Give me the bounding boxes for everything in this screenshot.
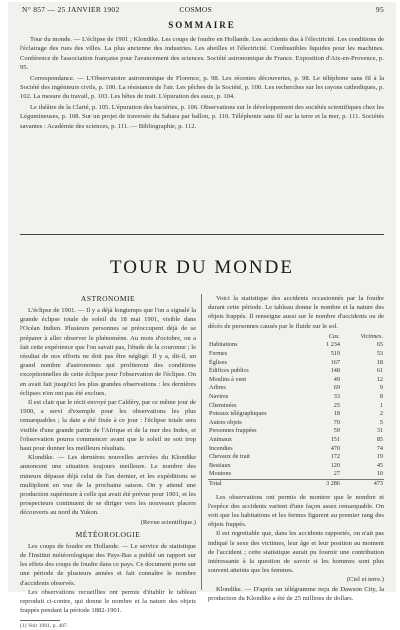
row-label: Bestiaux [209, 461, 231, 469]
table-row [208, 393, 384, 402]
row-label: Animaux [209, 435, 233, 443]
row-label: Personnes frappées [209, 427, 257, 435]
row-value: 5 [379, 418, 383, 426]
total-value: 3 286 [313, 479, 341, 488]
row-value: 120 [330, 461, 340, 469]
table-row [208, 470, 384, 479]
table-row [208, 384, 384, 393]
table-row [208, 367, 384, 376]
row-value: 9 [379, 384, 383, 392]
issue-and-date [22, 4, 120, 15]
table-row [208, 453, 384, 462]
row-value: 1 234 [326, 341, 340, 349]
article-source: (Revue scientifique.) [140, 518, 196, 526]
section-divider [20, 234, 384, 235]
page-number: 95 [375, 5, 384, 14]
sommaire-title: SOMMAIRE [168, 20, 236, 30]
table-header-row [208, 333, 384, 342]
article-paragraph: Les coups de foudre en Hollande. — Le service de statistique de l'Institut météorologique des Pays-Bas a publié un rapport sur les effets des coups de foudre dans ce pays. Ce document porte sur une période de plusieurs années et fait connaître le nombre d'accidents observés. [20, 542, 196, 587]
article-paragraph: Il est regrettable que, dans les accidents rapportés, on n'ait pas indiqué le sexe des victimes, leur âge et leur position au moment de l'accident ; cette statistique aurait pu fournir une contribution intéressante à la question de savoir si les hommes sont plus souvent atteints que les femmes. [208, 530, 384, 575]
row-label: Églises [209, 358, 227, 366]
row-label: Chevaux de trait [209, 453, 250, 461]
article-paragraph: Klondike. — D'après un télégramme reçu de Dawson City, la production du Klondike a été de 25 millions de dollars. [208, 585, 384, 602]
article-paragraph: L'éclipse de 1901. — Il y a déjà longtemps que l'on a signalé la grande éclipse totale de soleil du 18 mai 1901, visible dans l'Océan Indien. Plusieurs personnes se préoccupent déjà de se préparer à aller observer le phénomène. Au mois d'octobre, on a fait cette expérience que l'on savait pas, l'étude de la couronne ; le résultat de nos efforts ne doit pas être négligé. Il y a, dit-il, un grand nombre d'astronomes qui profiteront des conditions exceptionnelles de cette éclipse pour l'observation de l'éclipse. On en avait fait jusqu'ici les plus grandes observations : les dernières éclipses n'en ont pas été exclues. [20, 307, 196, 397]
row-value: 2 [379, 410, 383, 418]
row-value: 151 [330, 435, 340, 443]
row-value: 148 [330, 367, 340, 375]
row-label: Moulins à vent [209, 375, 247, 383]
row-value: 18 [333, 410, 340, 418]
row-value: 53 [376, 350, 383, 357]
issue-date: — 25 JANVIER 1902 [47, 5, 120, 14]
row-value: 74 [376, 444, 383, 452]
row-value: 25 [333, 401, 340, 409]
article-source: (Ciel et terre.) [346, 576, 384, 584]
total-value: 473 [341, 479, 384, 488]
header-cell: Cas. [328, 332, 340, 340]
row-value: 18 [376, 358, 383, 366]
footnote: (1) Voir 1901, p. 487. [20, 622, 69, 629]
table-row [208, 445, 384, 454]
row-label: Incendies [209, 444, 233, 452]
running-head [22, 4, 384, 15]
row-label: Habitations [209, 341, 238, 349]
row-value: 27 [333, 470, 340, 478]
header-cell: Victimes. [360, 332, 383, 340]
table-row [208, 341, 384, 350]
table-row [208, 419, 384, 428]
row-value: 10 [376, 470, 383, 478]
row-label: Arbres [209, 384, 226, 392]
row-value: 69 [333, 384, 340, 392]
row-value: 31 [376, 427, 383, 435]
left-column [20, 294, 196, 629]
subhead-meteorologie: MÉTÉOROLOGIE [75, 529, 141, 539]
table-row [208, 359, 384, 368]
row-value: 19 [376, 453, 383, 461]
sommaire-body [20, 35, 384, 215]
journal-name: COSMOS [179, 5, 213, 14]
right-column [208, 294, 384, 602]
table-row [208, 462, 384, 471]
row-label: Moutons [209, 470, 232, 478]
article-paragraph: Les observations ont permis de montrer que le nombre et l'espèce des accidents varient d'une façon assez remarquable. On voit que les habitations et les fermes figurent au premier rang des objets frappés. [208, 493, 384, 529]
row-label: Fermes [209, 350, 228, 357]
article-paragraph: Klondike. — Les dernières nouvelles arrivées du Klondike annoncent une situation toujours meilleure. Le nombre des mineurs dépasse déjà celui de l'an dernier, et les expéditions se multiplient en vue de la prochaine saison. On y attend une production supérieure à celle qui avait été prévue pour 1901, et les prospecteurs continuent de se diriger vers les nouveaux placers découverts au nord du Yukon. [20, 454, 196, 517]
row-label: Cheminées [209, 401, 237, 409]
row-value: 49 [333, 375, 340, 383]
section-title: TOUR DU MONDE [110, 257, 294, 278]
total-label: Total [208, 479, 313, 488]
row-value: 172 [330, 453, 340, 461]
sommaire-paragraph: Tour du monde. — L'éclipse de 1901 ; Klondike. Les coups de foudre en Hollande. Les accidents dus à l'électricité. Les conditions de l'éclairage des rues des villes. La plus ancienne des industries. Les abeilles et l'électricité. Combustibles liquides pour les machines. Conférence de l'association française pour l'avancement des sciences. Société astronomique de France. Exposition d'Aix-en-Provence, p. 95. [20, 36, 384, 72]
footnote-rule [20, 620, 60, 621]
table-row [208, 376, 384, 385]
article-paragraph: Il est clair que le récit envoyé par Caldéry, par ce même jour de 1900, a servi d'exemple pour les observations les plus remarquables ; la date a été fixée à ce jour : l'éclipse totale sera visible d'une grande partie de l'Afrique et de la mer des Indes, et l'observation pourra commencer avant que le soleil ne soit trop haut pour donner les meilleurs résultats. [20, 399, 196, 453]
row-label: Poteaux télégraphiques [209, 410, 267, 418]
row-value: 8 [379, 392, 383, 400]
row-value: 65 [376, 341, 383, 349]
row-label: Autres objets [209, 418, 242, 426]
row-label: Édifices publics [209, 367, 249, 375]
row-value: 12 [376, 375, 383, 383]
row-value: 519 [330, 350, 340, 357]
row-value: 45 [376, 461, 383, 469]
row-value: 470 [330, 444, 340, 452]
row-value: 61 [376, 367, 383, 375]
subhead-astronomie: ASTRONOMIE [80, 294, 136, 303]
table-row [208, 436, 384, 445]
row-value: 167 [330, 358, 340, 366]
table-total-row [208, 479, 384, 488]
article-paragraph: Les observations recueillies ont permis d'établir le tableau reproduit ci-contre, qui donne le nombre et la nature des objets frappés pendant la période 1882-1901. [20, 588, 196, 615]
table-row [208, 410, 384, 419]
table-row [208, 427, 384, 436]
row-value: 33 [333, 392, 340, 400]
column-divider [201, 294, 202, 590]
row-value: 59 [333, 427, 340, 435]
row-value: 1 [379, 401, 383, 409]
lightning-statistics-table [208, 333, 384, 489]
row-label: Navires [209, 392, 229, 400]
row-value: 85 [376, 435, 383, 443]
sommaire-paragraph: Correspondance. — L'Observatoire astronomique de Florence, p. 98. Les récentes découvertes, p. 98. Le téléphone sans fil à la Société des ingénieurs civils, p. 100. La résistance de l'air. Les pêches de la Société, p. 100. Les recherches sur les rayons cathodiques, p. 102. La mesure du travail, p. 103. Les bêtes de trait. L'épuration des eaux, p. 104. [20, 74, 384, 101]
journal-page [8, 2, 396, 629]
row-value: 70 [333, 418, 340, 426]
issue-number: N° 857 [22, 5, 46, 14]
table-intro: Voici la statistique des accidents occasionnés par la foudre durant cette période. Le tableau donne le nombre et la nature des objets frappés. Il renseigne aussi sur le nombre d'accidents ou de décès de personnes causés par le fluide sur le sol. [208, 295, 384, 330]
sommaire-paragraph: Le théâtre de la Clarté, p. 105. L'épuration des bactéries, p. 106. Observations sur le développement des sociétés scientifiques chez les Légumineuses, p. 108. Sur un projet de traversée du Sahara par ballon, p. 110. Téléphonie sans fil sur la terre et la mer, p. 111. Sociétés savantes : Académie des sciences, p. 111. — Bibliographie, p. 112. [20, 103, 384, 130]
header-cell [208, 333, 313, 342]
table-row [208, 402, 384, 411]
table-row [208, 350, 384, 359]
table-body [208, 341, 384, 488]
